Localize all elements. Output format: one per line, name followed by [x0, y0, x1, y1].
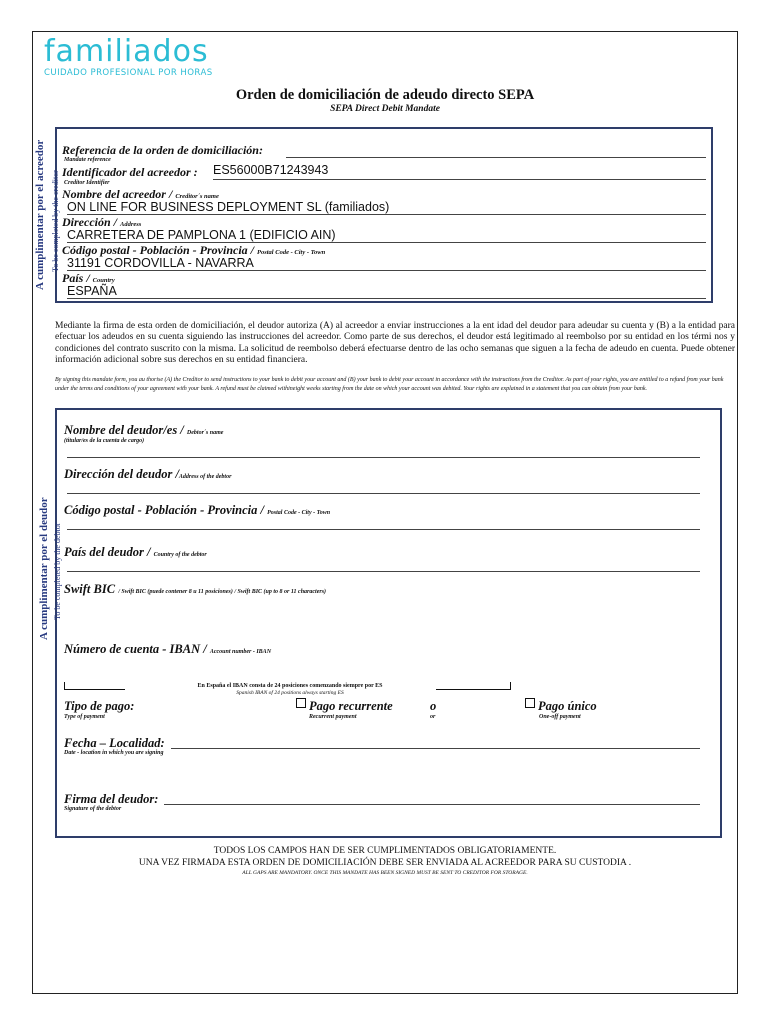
authorization-text-es: Mediante la firma de esta orden de domiciliación, el deudor autoriza (A) al acreedor a enviar instrucciones a la ent idad del deudor para adeudar su cuenta y (B) a la entidad para efectuar los adeudos en su cuenta siguiendo las instrucciones del acreedor. Como parte de sus derechos, el deudor está legitimado al reembolso por su entidad en los térmi nos y condiciones del contrato suscrito con la misma. La solicitud de reembolso deberá efectuarse dentro de las ocho semanas que siguen a la fecha de adeudo en cuenta. Puede obtener información adicional sobre sus derechos en su entidad financiera. — [55, 321, 735, 365]
creditor-country-label: País / Country — [62, 271, 115, 285]
payment-type-label-en: Type of payment — [64, 714, 105, 720]
creditor-identifier-underline — [213, 179, 706, 180]
creditor-name-value: ON LINE FOR BUSINESS DEPLOYMENT SL (familiados) — [67, 200, 390, 214]
swift-label: Swift BIC / Swift BIC (puede contener 8 u 11 posiciones) / Swift BIC (up to 8 or 11 characters) — [64, 582, 327, 596]
creditor-country-underline — [67, 298, 706, 299]
debtor-name-label: Nombre del deudor/es / Debtor´s name — [64, 423, 224, 437]
oneoff-payment-label-en: One-off payment — [539, 714, 581, 720]
debtor-side-label-en: To be completed by the debtor — [53, 522, 62, 620]
creditor-postal-label: Código postal - Población - Provincia / Postal Code - City - Town — [62, 243, 326, 257]
mandate-reference-label: Referencia de la orden de domiciliación: — [62, 143, 263, 157]
or-label-en: or — [430, 714, 436, 720]
creditor-country-value: ESPAÑA — [67, 284, 117, 298]
authorization-text-en: By signing this mandate form, you au thorise (A) the Creditor to send instructions to your bank to debit your account and (B) your bank to debit your account in accordance with the instructions from the Creditor. As part of your rights, you are entitled to a refund from your bank under the terms and conditions of your agreement with your bank. A refund must be claimed withineight weeks starting from the date on which your account was debited. Your rights are explained in a statement that you can obtain from your bank. — [55, 377, 724, 392]
mandate-reference-label-en: Mandate reference — [64, 157, 111, 163]
iban-bracket-right — [436, 682, 511, 690]
iban-label: Número de cuenta - IBAN / Account number - IBAN — [64, 642, 272, 656]
page-subtitle: SEPA Direct Debit Mandate — [330, 104, 440, 114]
creditor-side-label-en: To be completed by the creditor — [51, 170, 60, 272]
footer-line2: UNA VEZ FIRMADA ESTA ORDEN DE DOMICILIACIÓN DEBE SER ENVIADA AL ACREEDOR PARA SU CUSTODIA . — [138, 858, 632, 868]
iban-bracket-left — [64, 682, 125, 690]
debtor-country-field[interactable] — [67, 571, 700, 572]
creditor-identifier-value: ES56000B71243943 — [213, 163, 329, 177]
debtor-address-field[interactable] — [67, 493, 700, 494]
signature-label-en: Signature of the debtor — [64, 806, 122, 812]
creditor-identifier-label: Identificador del acreedor : — [62, 165, 198, 179]
creditor-postal-value: 31191 CORDOVILLA - NAVARRA — [67, 256, 254, 270]
creditor-name-label: Nombre del acreedor / Creditor´s name — [62, 187, 219, 201]
debtor-address-label: Dirección del deudor /Address of the debtor — [64, 467, 232, 481]
iban-note-es: En España el IBAN consta de 24 posiciones comenzando siempre por ES — [197, 683, 383, 689]
signature-field[interactable] — [164, 804, 700, 805]
or-label: o — [430, 699, 437, 713]
creditor-side-label: A cumplimentar por el acreedor — [34, 139, 46, 290]
creditor-address-value: CARRETERA DE PAMPLONA 1 (EDIFICIO AIN) — [67, 228, 336, 242]
footer-line3: ALL GAPS ARE MANDATORY. ONCE THIS MANDATE HAS BEEN SIGNED MUST BE SENT TO CREDITOR FOR STORAGE. — [242, 870, 528, 876]
recurrent-payment-checkbox[interactable] — [296, 698, 306, 708]
date-location-label-en: Date - location in which you are signing — [64, 750, 164, 756]
logo-wordmark: familiados — [44, 34, 209, 69]
signature-label: Firma del deudor: — [64, 792, 159, 806]
iban-note-en: Spanish IBAN of 24 positions always starting ES — [236, 690, 344, 696]
page-title: Orden de domiciliación de adeudo directo SEPA — [235, 87, 535, 103]
creditor-address-label: Dirección / Address — [62, 215, 142, 229]
recurrent-payment-label-en: Recurrent payment — [309, 714, 357, 720]
creditor-identifier-label-en: Creditor Identifier — [64, 180, 110, 186]
debtor-side-label: A cumplimentar por el deudor — [38, 497, 50, 640]
footer-line1: TODOS LOS CAMPOS HAN DE SER CUMPLIMENTADOS OBLIGATORIAMENTE. — [213, 846, 557, 856]
payment-type-label: Tipo de pago: — [64, 699, 135, 713]
oneoff-payment-label: Pago único — [538, 699, 597, 713]
swift-field[interactable] — [67, 598, 700, 626]
debtor-postal-label: Código postal - Población - Provincia / Postal Code - City - Town — [64, 503, 331, 517]
debtor-country-label: País del deudor / Country of the debtor — [64, 545, 207, 559]
oneoff-payment-checkbox[interactable] — [525, 698, 535, 708]
date-location-field[interactable] — [171, 748, 700, 749]
debtor-name-field[interactable] — [67, 457, 700, 458]
recurrent-payment-label: Pago recurrente — [309, 699, 393, 713]
debtor-name-note: (titular/es de la cuenta de cargo) — [64, 438, 145, 444]
brand-logo — [44, 34, 213, 78]
creditor-postal-underline — [67, 270, 706, 271]
date-location-label: Fecha – Localidad: — [64, 736, 165, 750]
creditor-name-underline — [67, 214, 706, 215]
debtor-postal-field[interactable] — [67, 529, 700, 530]
mandate-reference-field[interactable] — [286, 157, 706, 158]
logo-tagline: CUIDADO PROFESIONAL POR HORAS — [44, 68, 213, 78]
